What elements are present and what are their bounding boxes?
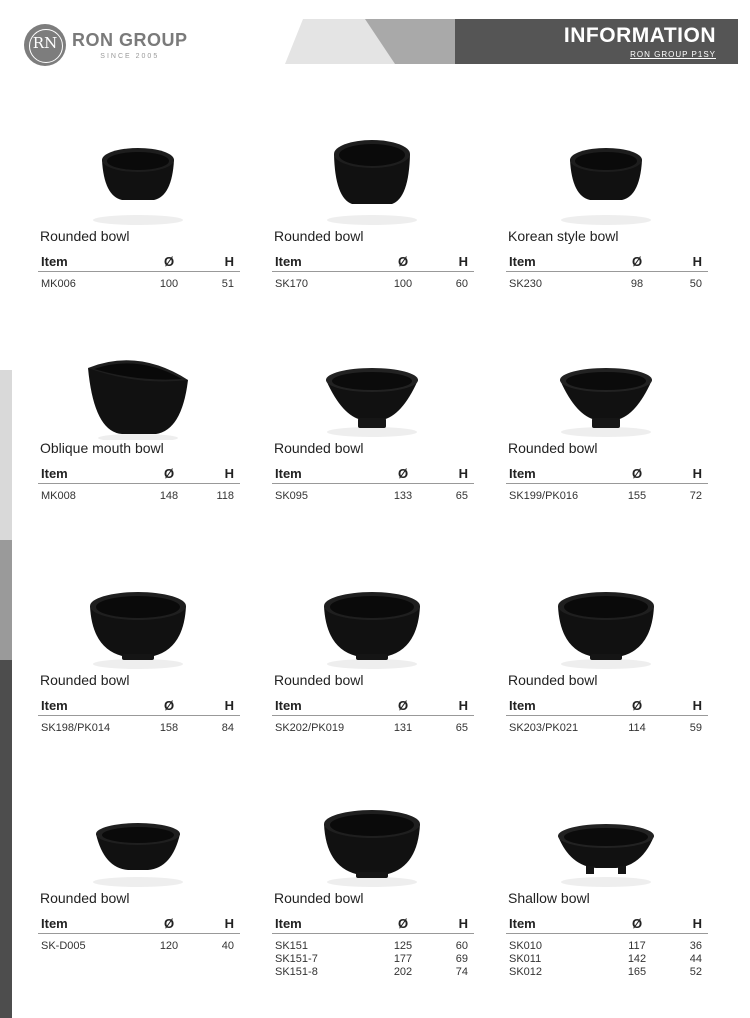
brand-logo (24, 24, 188, 66)
spec-table (38, 914, 240, 953)
height-value: 65 (455, 722, 468, 734)
spec-table-body (506, 934, 708, 979)
spec-table-header (506, 252, 708, 272)
bowl-image (272, 340, 477, 440)
column-header-diameter: Ø (631, 698, 643, 713)
column-header-height: H (692, 466, 702, 481)
product-name: Oblique mouth bowl (40, 440, 164, 456)
table-row (272, 722, 474, 735)
product-name: Rounded bowl (40, 890, 130, 906)
diameter-value: 158 (159, 722, 179, 734)
product-card (272, 790, 477, 979)
column-header-diameter: Ø (163, 916, 175, 931)
table-row (38, 722, 240, 735)
diameter-value: 125 (393, 940, 413, 952)
bowl-image (506, 128, 711, 228)
bowl-figure (272, 340, 477, 440)
column-header-item: Item (509, 254, 536, 269)
height-value: 44 (689, 953, 702, 965)
column-header-diameter: Ø (397, 916, 409, 931)
height-value: 65 (455, 490, 468, 502)
diameter-value: 120 (159, 940, 179, 952)
height-value: 60 (455, 940, 468, 952)
header-subtitle: RON GROUP P1SY (630, 50, 716, 59)
column-header-height: H (224, 466, 234, 481)
bowl-image (38, 128, 243, 228)
height-value: 69 (455, 953, 468, 965)
bowl-figure (272, 790, 477, 890)
table-row (38, 940, 240, 953)
spec-table-header (38, 464, 240, 484)
table-row (38, 490, 240, 503)
column-header-item: Item (275, 698, 302, 713)
product-card (506, 128, 711, 291)
spec-table-body (38, 716, 240, 735)
diameter-value: 131 (393, 722, 413, 734)
item-code: SK151 (275, 940, 309, 952)
product-name: Rounded bowl (40, 228, 130, 244)
spec-table (38, 252, 240, 291)
spec-table-header (38, 914, 240, 934)
bowl-figure (38, 790, 243, 890)
column-header-height: H (458, 916, 468, 931)
brand-since: SINCE 2005 (100, 53, 160, 60)
logo-emblem-icon (24, 24, 66, 66)
bowl-image (272, 128, 477, 228)
column-header-height: H (692, 698, 702, 713)
diameter-value: 202 (393, 966, 413, 978)
column-header-item: Item (509, 698, 536, 713)
bowl-image (506, 572, 711, 672)
product-card (38, 572, 243, 735)
column-header-item: Item (275, 254, 302, 269)
spec-table-body (272, 716, 474, 735)
bowl-image (506, 340, 711, 440)
height-value: 118 (216, 490, 234, 502)
table-row (506, 940, 708, 953)
table-row (506, 966, 708, 979)
product-card (506, 572, 711, 735)
spec-table-body (506, 716, 708, 735)
column-header-item: Item (41, 466, 68, 481)
column-header-height: H (692, 254, 702, 269)
spec-table (506, 696, 708, 735)
item-code: SK170 (275, 278, 309, 290)
product-name: Rounded bowl (274, 228, 364, 244)
side-band-light (0, 370, 12, 540)
column-header-diameter: Ø (397, 466, 409, 481)
table-row (272, 940, 474, 953)
table-row (272, 278, 474, 291)
column-header-height: H (224, 698, 234, 713)
product-card (272, 572, 477, 735)
product-name: Rounded bowl (40, 672, 130, 688)
column-header-diameter: Ø (163, 254, 175, 269)
product-name: Rounded bowl (274, 440, 364, 456)
diameter-value: 133 (393, 490, 413, 502)
product-card (38, 128, 243, 291)
item-code: SK230 (509, 278, 543, 290)
product-name: Shallow bowl (508, 890, 590, 906)
height-value: 72 (689, 490, 702, 502)
spec-table-header (272, 252, 474, 272)
diameter-value: 165 (627, 966, 647, 978)
spec-table-body (38, 484, 240, 503)
item-code: SK203/PK021 (509, 722, 579, 734)
spec-table-body (506, 484, 708, 503)
product-card (506, 340, 711, 503)
column-header-height: H (224, 254, 234, 269)
table-row (272, 490, 474, 503)
bowl-image (506, 790, 711, 890)
header-title: INFORMATION (563, 24, 716, 47)
spec-table-header (272, 696, 474, 716)
height-value: 84 (221, 722, 234, 734)
height-value: 51 (221, 278, 234, 290)
product-name: Rounded bowl (274, 890, 364, 906)
table-row (272, 966, 474, 979)
column-header-diameter: Ø (163, 698, 175, 713)
column-header-diameter: Ø (631, 916, 643, 931)
table-row (506, 490, 708, 503)
product-card (38, 340, 243, 503)
bowl-figure (506, 340, 711, 440)
diameter-value: 117 (628, 940, 646, 952)
spec-table-header (272, 914, 474, 934)
item-code: SK012 (509, 966, 543, 978)
bowl-figure (38, 128, 243, 228)
product-card (272, 128, 477, 291)
spec-table (38, 696, 240, 735)
bowl-image (272, 790, 477, 890)
brand-name: RON GROUP (72, 30, 188, 50)
bowl-image (272, 572, 477, 672)
table-row (506, 278, 708, 291)
bowl-image (38, 572, 243, 672)
column-header-height: H (224, 916, 234, 931)
height-value: 52 (689, 966, 702, 978)
column-header-item: Item (41, 254, 68, 269)
column-header-item: Item (509, 466, 536, 481)
column-header-item: Item (275, 466, 302, 481)
spec-table-body (38, 934, 240, 953)
column-header-diameter: Ø (397, 698, 409, 713)
column-header-height: H (692, 916, 702, 931)
column-header-diameter: Ø (631, 466, 643, 481)
logo-emblem-letters: RN (32, 34, 58, 52)
spec-table-header (272, 464, 474, 484)
item-code: SK151-8 (275, 966, 318, 978)
column-header-item: Item (275, 916, 302, 931)
table-row (38, 278, 240, 291)
column-header-height: H (458, 698, 468, 713)
product-name: Rounded bowl (508, 440, 598, 456)
diameter-value: 114 (628, 722, 646, 734)
spec-table-header (506, 696, 708, 716)
table-row (506, 953, 708, 966)
item-code: SK095 (275, 490, 309, 502)
spec-table (272, 252, 474, 291)
column-header-diameter: Ø (631, 254, 643, 269)
spec-table (506, 252, 708, 291)
spec-table-body (272, 272, 474, 291)
column-header-item: Item (41, 916, 68, 931)
diameter-value: 100 (393, 278, 413, 290)
product-card (506, 790, 711, 979)
item-code: SK151-7 (275, 953, 318, 965)
diameter-value: 98 (630, 278, 644, 290)
spec-table-header (38, 696, 240, 716)
spec-table (272, 464, 474, 503)
diameter-value: 148 (159, 490, 179, 502)
spec-table (272, 914, 474, 979)
product-name: Korean style bowl (508, 228, 619, 244)
bowl-figure (506, 128, 711, 228)
bowl-figure (38, 572, 243, 672)
diameter-value: 177 (393, 953, 413, 965)
bowl-figure (272, 572, 477, 672)
spec-table (272, 696, 474, 735)
bowl-figure (506, 790, 711, 890)
bowl-figure (506, 572, 711, 672)
column-header-item: Item (41, 698, 68, 713)
diameter-value: 100 (159, 278, 179, 290)
product-card (272, 340, 477, 503)
product-name: Rounded bowl (508, 672, 598, 688)
side-band-mid (0, 540, 12, 660)
bowl-image (38, 790, 243, 890)
bowl-image (38, 340, 243, 440)
item-code: SK202/PK019 (275, 722, 345, 734)
spec-table (38, 464, 240, 503)
height-value: 36 (689, 940, 702, 952)
column-header-diameter: Ø (397, 254, 409, 269)
spec-table-body (272, 484, 474, 503)
side-band-dark (0, 660, 12, 1018)
item-code: SK010 (509, 940, 543, 952)
column-header-height: H (458, 466, 468, 481)
height-value: 60 (455, 278, 468, 290)
height-value: 40 (221, 940, 234, 952)
spec-table-header (38, 252, 240, 272)
diameter-value: 142 (627, 953, 647, 965)
spec-table-body (506, 272, 708, 291)
item-code: SK199/PK016 (509, 490, 579, 502)
spec-table-body (272, 934, 474, 979)
diameter-value: 155 (627, 490, 647, 502)
height-value: 74 (455, 966, 468, 978)
table-row (272, 953, 474, 966)
spec-table (506, 464, 708, 503)
bowl-figure (38, 340, 243, 440)
table-row (506, 722, 708, 735)
column-header-height: H (458, 254, 468, 269)
column-header-diameter: Ø (163, 466, 175, 481)
item-code: MK006 (41, 278, 76, 290)
product-name: Rounded bowl (274, 672, 364, 688)
item-code: SK198/PK014 (41, 722, 111, 734)
bowl-figure (272, 128, 477, 228)
spec-table-body (38, 272, 240, 291)
product-card (38, 790, 243, 953)
item-code: SK011 (509, 953, 542, 965)
height-value: 50 (689, 278, 702, 290)
spec-table (506, 914, 708, 979)
spec-table-header (506, 914, 708, 934)
item-code: MK008 (41, 490, 76, 502)
column-header-item: Item (509, 916, 536, 931)
spec-table-header (506, 464, 708, 484)
height-value: 59 (689, 722, 702, 734)
item-code: SK-D005 (41, 940, 86, 952)
